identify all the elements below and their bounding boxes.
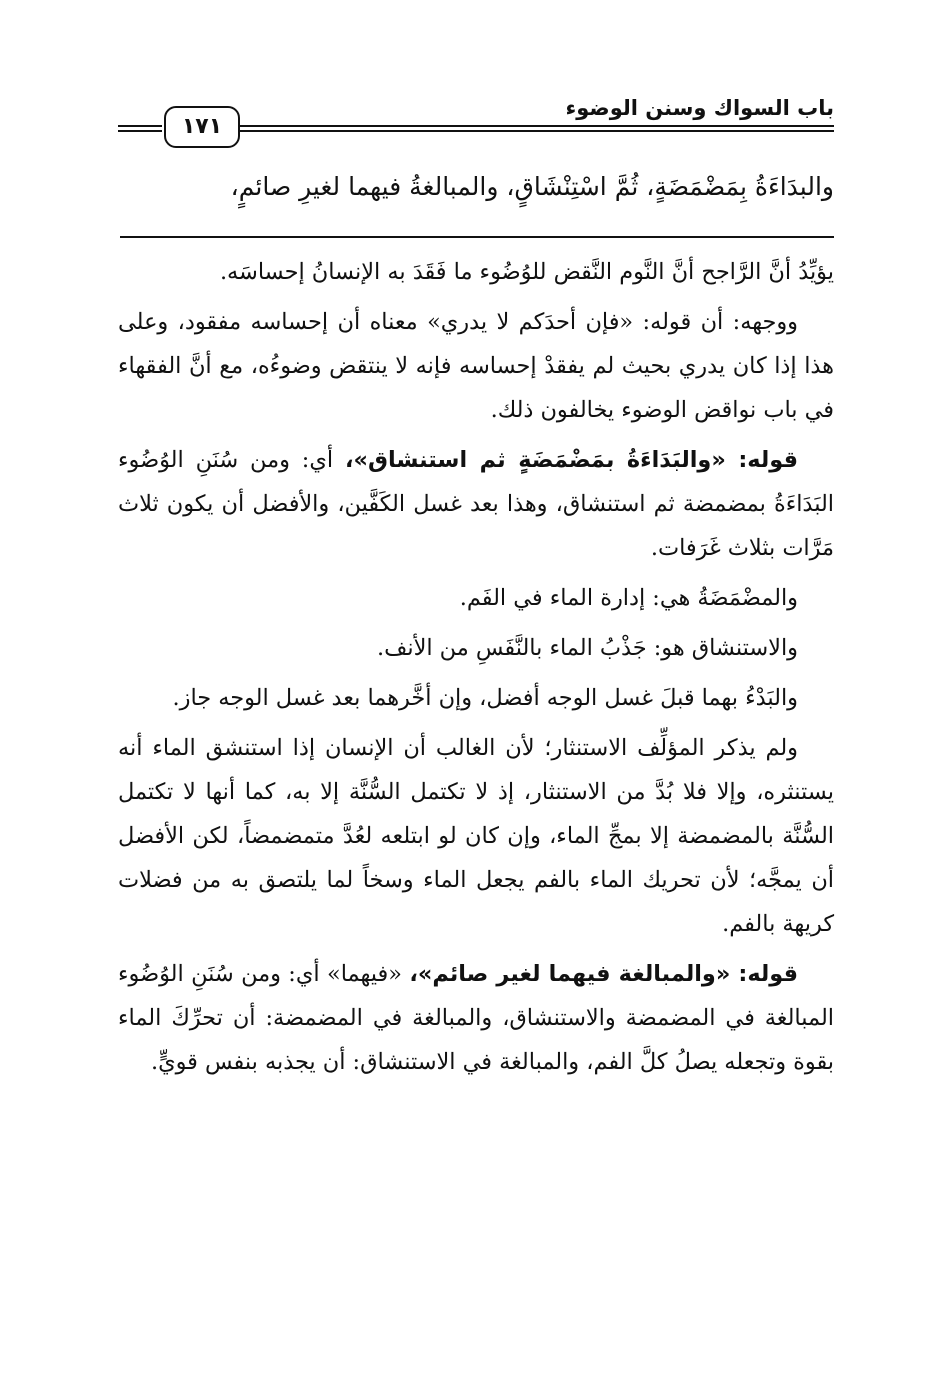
paragraph-text: «فيهما» أي: ومن سُنَنِ الوُضُوء المبالغة في المضمضة والاستنشاق، والمبالغة في المضمضة: أن تحرِّكَ الماء بقوة وتجعله يصلُ كلَّ الفم، والمبالغة في الاستنشاق: أن يجذبه بنفس قويٍّ.	[118, 961, 834, 1075]
header-rule-left-bottom	[118, 130, 162, 132]
separator-line	[120, 236, 834, 238]
paragraph	[118, 250, 834, 294]
header-rule-left-top	[118, 125, 162, 127]
paragraph	[118, 676, 834, 720]
paragraph	[118, 952, 834, 1084]
paragraph	[118, 626, 834, 670]
paragraph-text: ولم يذكر المؤلِّف الاستنثار؛ لأن الغالب أن الإنسان إذا استنشق الماء أنه يستنثره، وإلا فلا بُدَّ من الاستنثار، إذ لا تكتمل السُّنَّة إلا به، كما أنها لا تكتمل السُّنَّة بالمضمضة إلا بمجِّ الماء، وإن كان لو ابتلعه لعُدَّ متمضمضاً، لكن الأفضل أن يمجَّه؛ لأن تحريك الماء بالفم يجعل الماء وسخاً لما يلتصق به من فضلات كريهة بالفم.	[118, 735, 834, 937]
header-rule-right-bottom	[240, 130, 834, 132]
page-number: ١٧١	[164, 106, 240, 148]
page-header	[118, 92, 834, 156]
running-title: باب السواك وسنن الوضوء	[565, 96, 834, 120]
paragraph	[118, 726, 834, 946]
paragraph-text: والمضْمَضَةُ هي: إدارة الماء في الفَم.	[459, 585, 798, 611]
paragraph-text: أي: ومن سُنَنِ الوُضُوء البَدَاءَةُ بمضمضة ثم استنشاق، وهذا بعد غسل الكَفَّين، والأفضل أن يكون ثلاث مَرَّات بثلاث غَرَفات.	[118, 447, 834, 561]
paragraph-lead: قوله: «والمبالغة فيهما لغير صائم»،	[409, 961, 799, 987]
commentary-body	[118, 250, 834, 1090]
main-text-line: والبدَاءَةُ بِمَضْمَضَةٍ، ثُمَّ اسْتِنْشَاقٍ، والمبالغةُ فيهما لغيرِ صائمٍ،	[230, 172, 834, 201]
paragraph-text: ووجهه: أن قوله: «فإن أحدَكم لا يدري» معناه أن إحساسه مفقود، وعلى هذا إذا كان يدري بحيث لم يفقدْ إحساسه فإنه لا ينتقض وضوءُه، مع أنَّ الفقهاء في باب نواقض الوضوء يخالفون ذلك.	[118, 309, 834, 423]
paragraph-text: والاستنشاق هو: جَذْبُ الماء بالنَّفَسِ من الأنف.	[377, 635, 798, 661]
paragraph-text: يؤيِّدُ أنَّ الرَّاجح أنَّ النَّوم النَّقض للوُضُوء ما فَقَدَ به الإنسانُ إحساسَه.	[219, 259, 834, 285]
paragraph-text: والبَدْءُ بهما قبلَ غسل الوجه أفضل، وإن أخَّرهما بعد غسل الوجه جاز.	[172, 685, 798, 711]
paragraph	[118, 438, 834, 570]
paragraph	[118, 576, 834, 620]
paragraph	[118, 300, 834, 432]
paragraph-lead: قوله: «والبَدَاءَةُ بمَضْمَضَةٍ ثم استنشاق»،	[344, 447, 798, 473]
header-rule-right-top	[240, 125, 834, 127]
